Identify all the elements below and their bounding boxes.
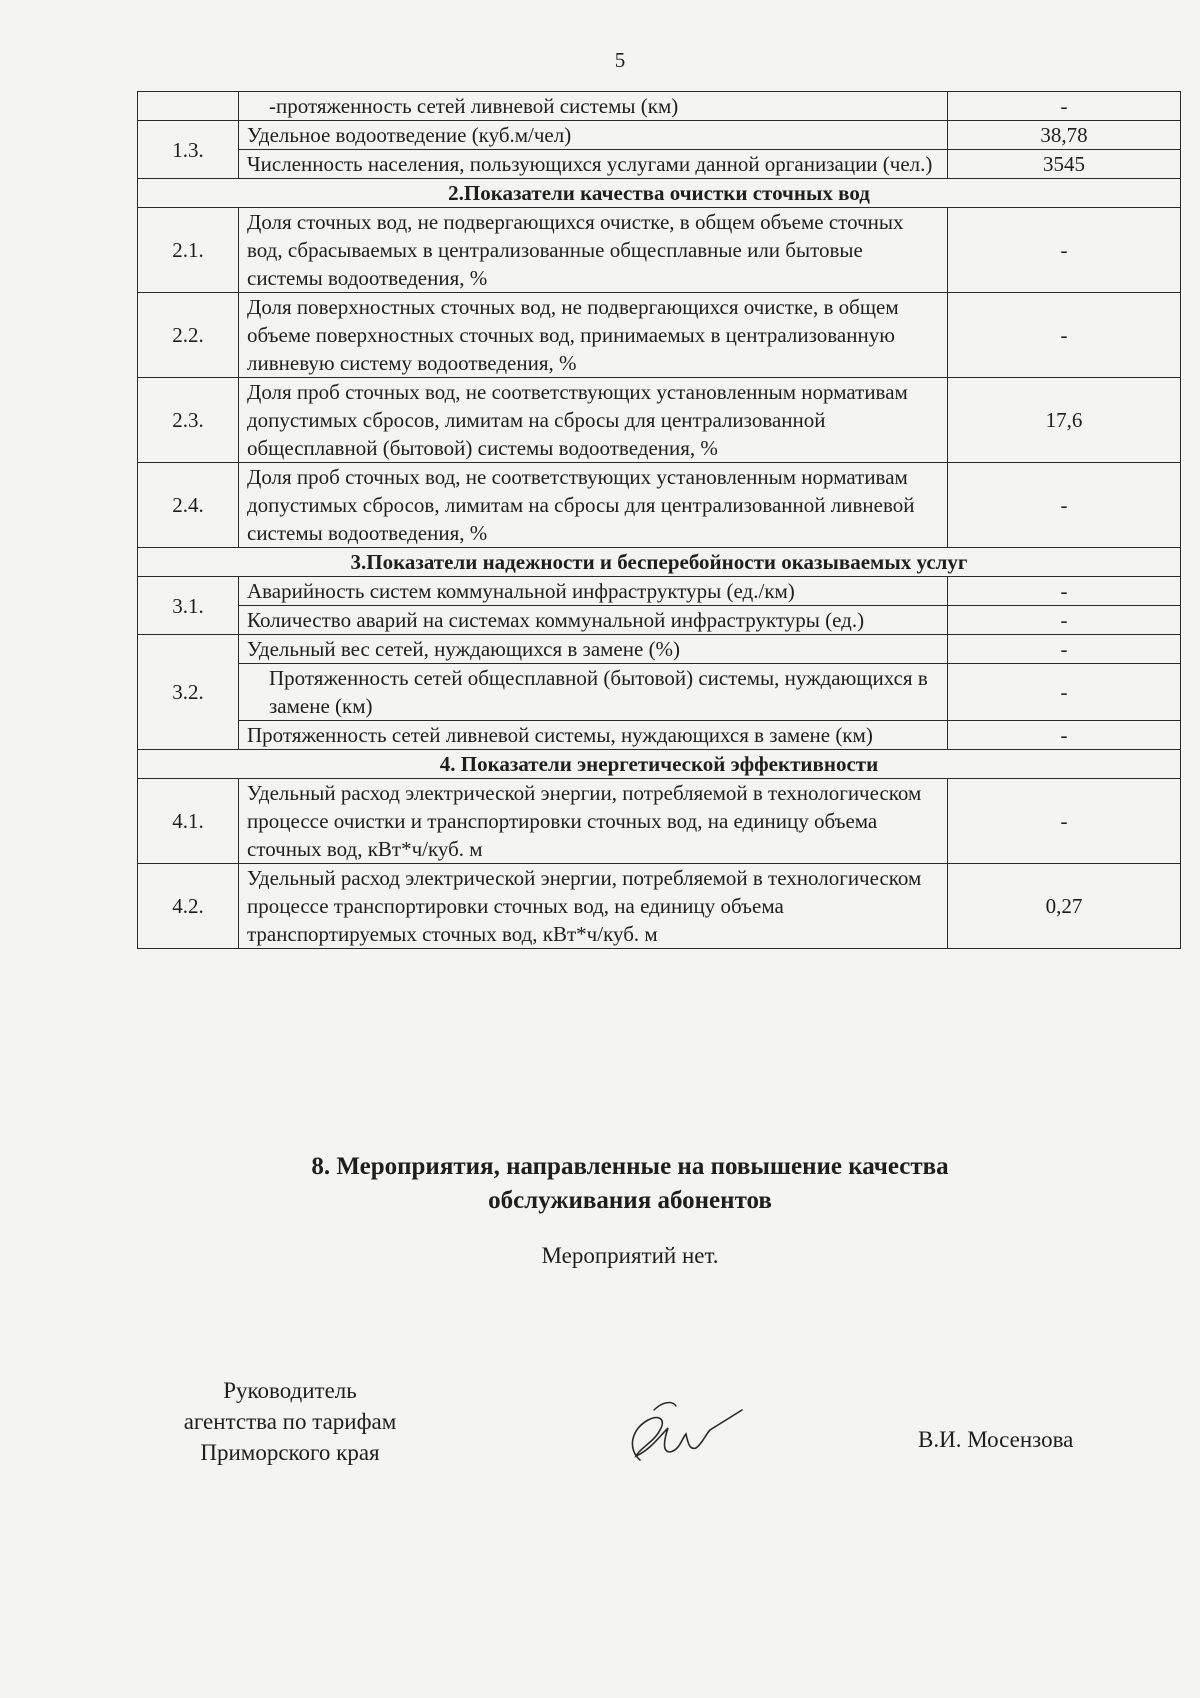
section-8-heading-line-1: 8. Мероприятия, направленные на повышение качества [311,1153,949,1180]
row-number: 2.2. [138,293,239,378]
indicator-value: - [948,606,1181,635]
table-row [138,92,1181,121]
table-row [138,150,1181,179]
section-title: 4. Показатели энергетической эффективности [138,750,1181,779]
section-title: 3.Показатели надежности и бесперебойности оказываемых услуг [138,548,1181,577]
indicators-table-body [138,92,1181,949]
row-number: 2.3. [138,378,239,463]
row-number: 2.1. [138,208,239,293]
indicator-value: - [948,577,1181,606]
indicators-table [137,91,1181,949]
indicator-value: - [948,779,1181,864]
table-row [138,577,1181,606]
indicator-value: - [948,208,1181,293]
table-row [138,463,1181,548]
indicator-value: 17,6 [948,378,1181,463]
table-row [138,779,1181,864]
indicator-value: 38,78 [948,121,1181,150]
indicator-value: - [948,721,1181,750]
indicator-label: Количество аварий на системах коммунальной инфраструктуры (ед.) [239,606,948,635]
indicator-value: - [948,635,1181,664]
table-row [138,121,1181,150]
indicator-label: Удельный вес сетей, нуждающихся в замене (%) [239,635,948,664]
section-row [138,750,1181,779]
row-number: 2.4. [138,463,239,548]
indicator-value: - [948,92,1181,121]
indicator-value: - [948,463,1181,548]
indicator-label: Численность населения, пользующихся услугами данной организации (чел.) [239,150,948,179]
indicator-label: Доля проб сточных вод, не соответствующих установленным нормативам допустимых сбросов, лимитам на сбросы для централизованной общесплавной (бытовой) системы водоотведения, % [239,378,948,463]
table-row [138,635,1181,664]
page-number: 5 [614,48,626,72]
indicator-label: Удельный расход электрической энергии, потребляемой в технологическом процессе транспортировки сточных вод, на единицу объема транспортируемых сточных вод, кВт*ч/куб. м [239,864,948,949]
signer-position-line-2: агентства по тарифам [183,1409,397,1434]
section-row [138,548,1181,577]
table-row [138,721,1181,750]
table-row [138,664,1181,721]
indicator-value: - [948,293,1181,378]
indicator-label: Аварийность систем коммунальной инфраструктуры (ед./км) [239,577,948,606]
row-number: 4.1. [138,779,239,864]
row-number: 3.1. [138,577,239,635]
section-title: 2.Показатели качества очистки сточных вод [138,179,1181,208]
row-number: 1.3. [138,121,239,179]
indicator-label: -протяженность сетей ливневой системы (км) [239,92,948,121]
signer-position-line-3: Приморского края [200,1440,380,1465]
section-8-text: Мероприятий нет. [541,1243,719,1268]
table-row [138,606,1181,635]
indicator-label: Удельное водоотведение (куб.м/чел) [239,121,948,150]
indicator-label: Доля проб сточных вод, не соответствующих установленным нормативам допустимых сбросов, лимитам на сбросы для централизованной ливневой системы водоотведения, % [239,463,948,548]
indicators-table-wrapper [137,91,1181,949]
table-row [138,378,1181,463]
indicator-label: Протяженность сетей общесплавной (бытовой) системы, нуждающихся в замене (км) [239,664,948,721]
indicator-value: 3545 [948,150,1181,179]
row-number: 4.2. [138,864,239,949]
row-number: 3.2. [138,635,239,750]
row-number [138,92,239,121]
section-8-heading [0,1150,1200,1218]
indicator-label: Протяженность сетей ливневой системы, нуждающихся в замене (км) [239,721,948,750]
signer-position-line-1: Руководитель [223,1378,357,1403]
signer-name: В.И. Мосензова [918,1427,1074,1452]
table-row [138,293,1181,378]
indicator-label: Доля сточных вод, не подвергающихся очистке, в общем объеме сточных вод, сбрасываемых в централизованные общесплавные или бытовые системы водоотведения, % [239,208,948,293]
indicator-value: 0,27 [948,864,1181,949]
indicator-value: - [948,664,1181,721]
section-8-heading-line-2: обслуживания абонентов [488,1187,772,1214]
table-row [138,864,1181,949]
handwritten-signature [610,1390,750,1480]
indicator-label: Удельный расход электрической энергии, потребляемой в технологическом процессе очистки и транспортировки сточных вод, на единицу объема сточных вод, кВт*ч/куб. м [239,779,948,864]
signer-position [150,1375,430,1468]
table-row [138,208,1181,293]
indicator-label: Доля поверхностных сточных вод, не подвергающихся очистке, в общем объеме поверхностных сточных вод, принимаемых в централизованную ливневую систему водоотведения, % [239,293,948,378]
section-row [138,179,1181,208]
